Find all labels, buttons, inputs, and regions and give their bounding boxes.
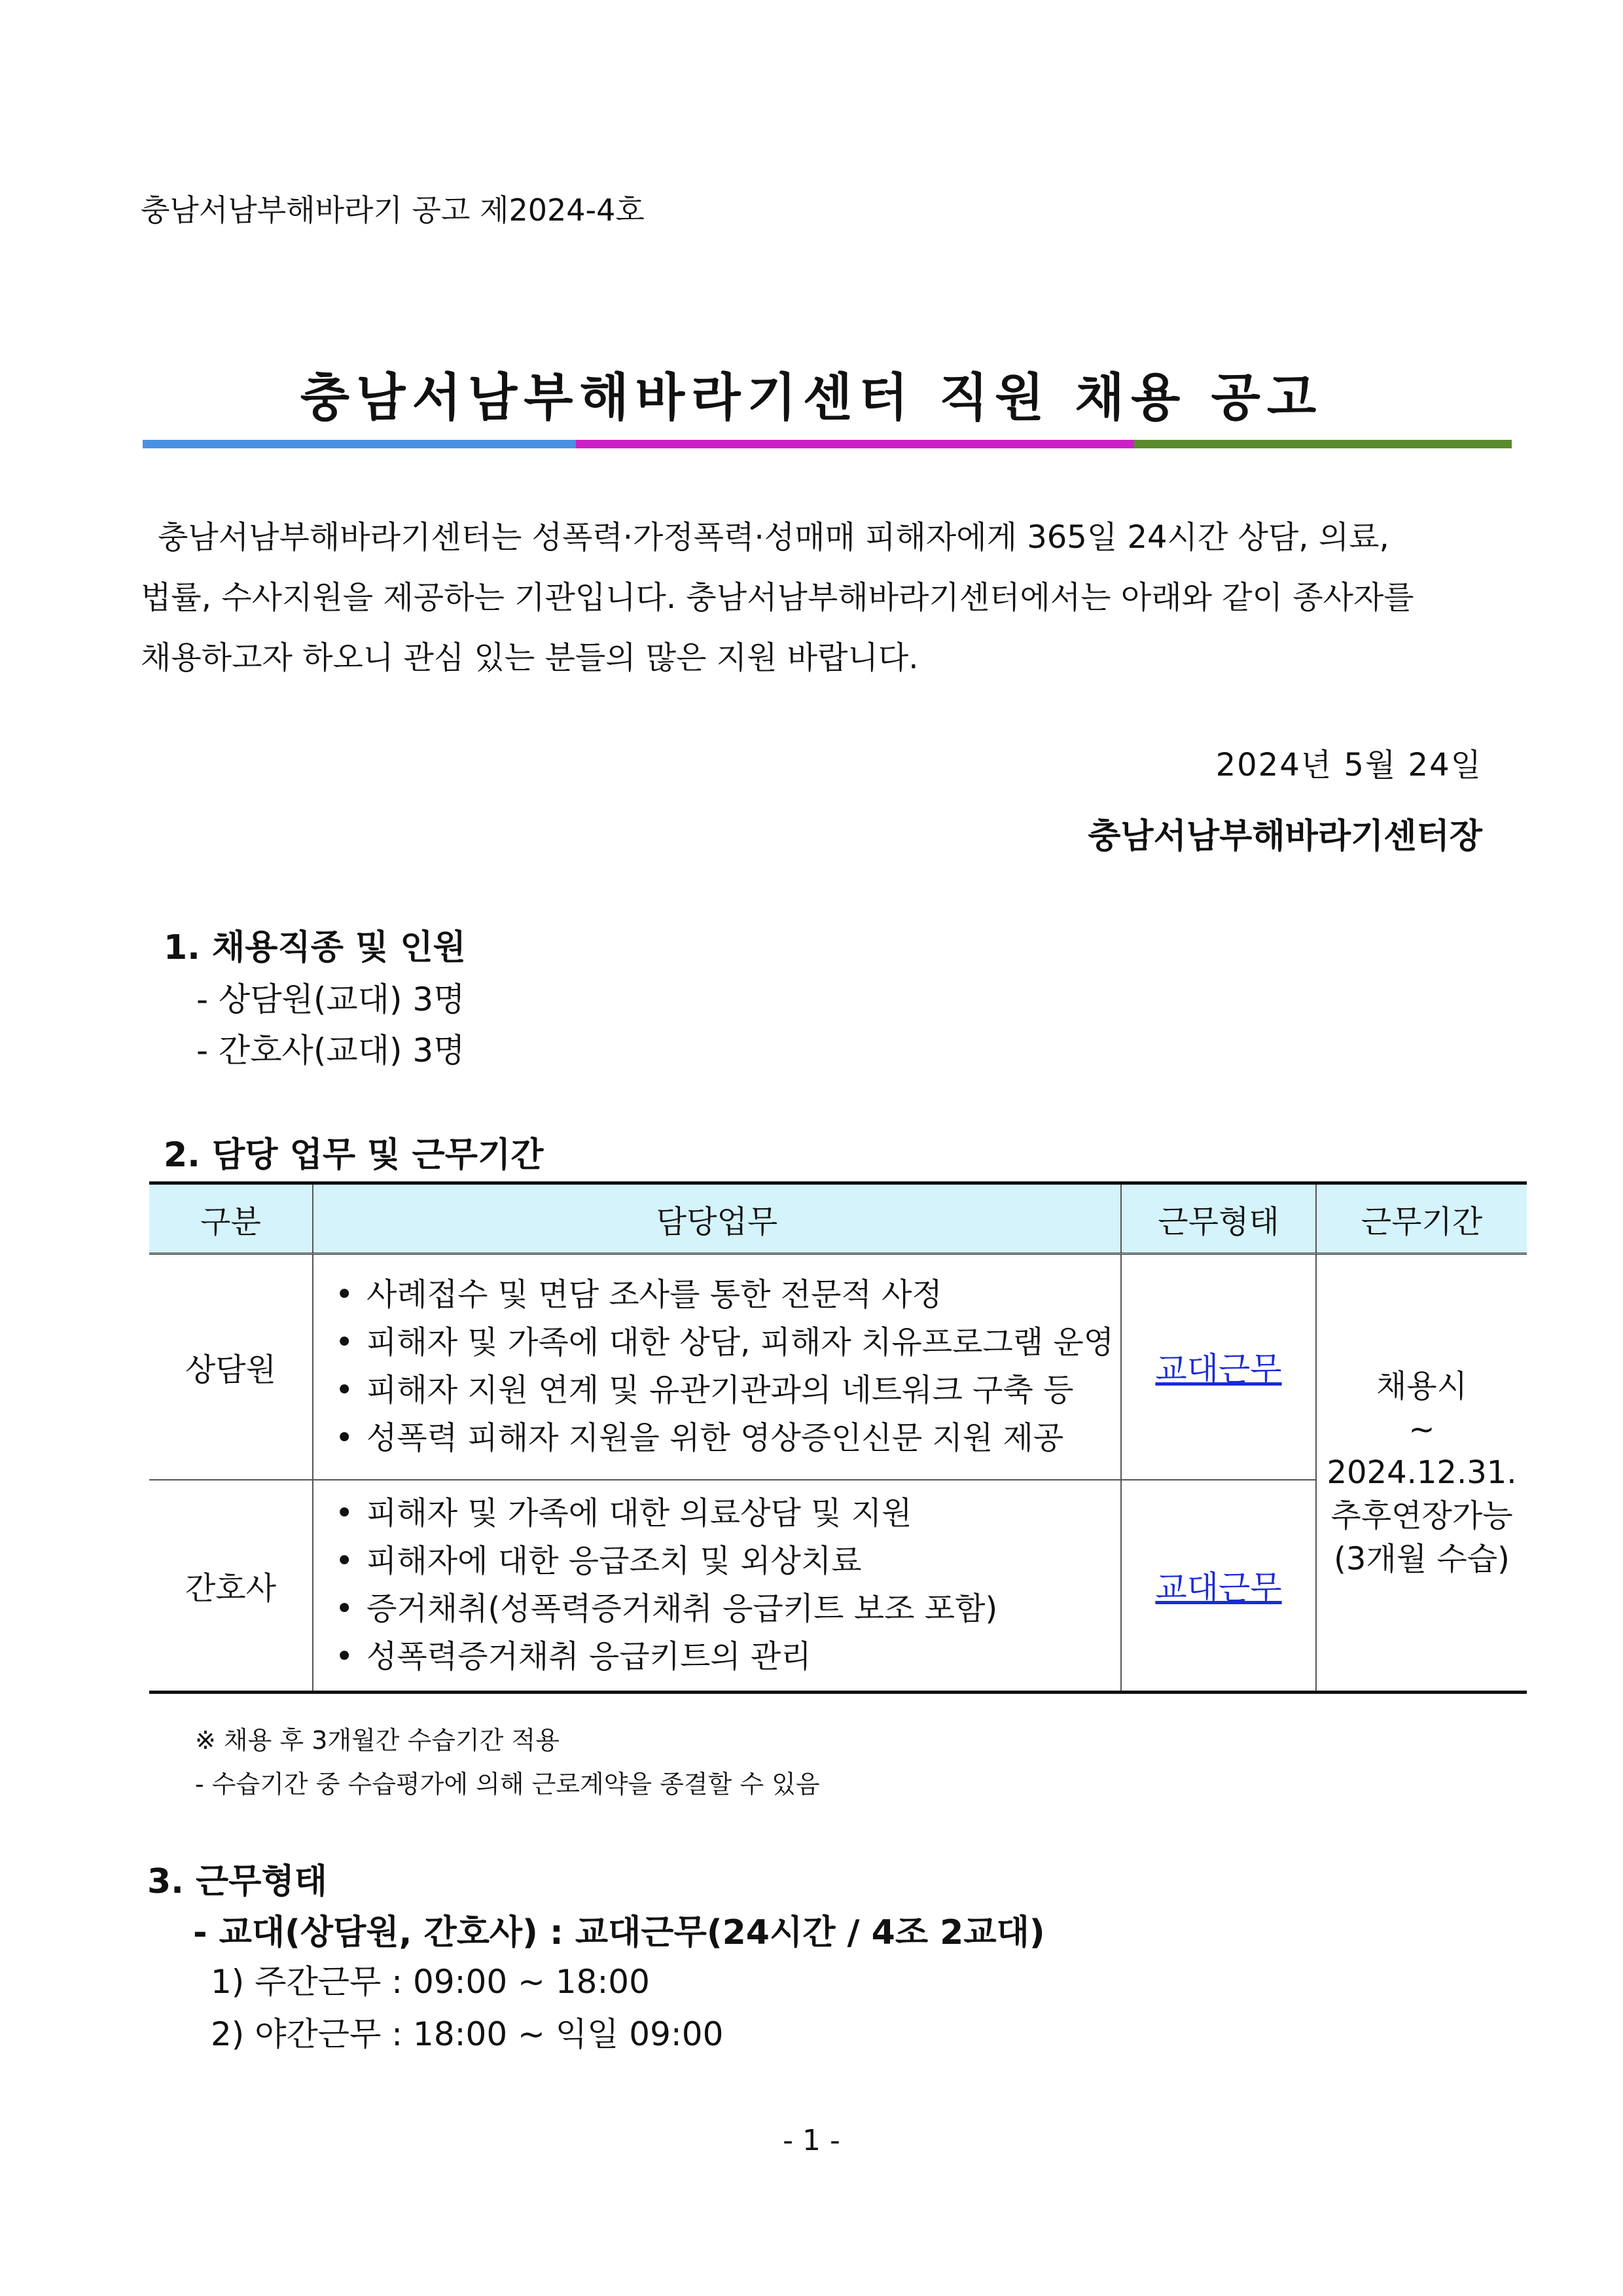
intro-line: 충남서남부해바라기센터는 성폭력·가정폭력·성매매 피해자에게 365일 24시간 상담, 의료,	[158, 519, 1389, 556]
table-header-row	[149, 1183, 1527, 1254]
page-title: 충남서남부해바라기센터 직원 채용 공고	[300, 368, 1323, 427]
row-duties	[313, 1254, 1121, 1480]
work-period	[1316, 1254, 1527, 1693]
intro-line: 채용하고자 하오니 관심 있는 분들의 많은 지원 바랍니다.	[141, 639, 919, 676]
header-duties: 담당업무	[313, 1183, 1121, 1254]
period-line: 추후연장가능	[1330, 1498, 1513, 1534]
duty-item: • 증거채취(성폭력증거채취 응급키트 보조 포함)	[366, 1585, 1120, 1633]
probation-note: - 수습기간 중 수습평가에 의해 근로계약을 종결할 수 있음	[195, 1770, 820, 1799]
duty-item: • 성폭력증거채취 응급키트의 관리	[366, 1633, 1120, 1681]
duty-table	[149, 1181, 1527, 1694]
header-work-type: 근무형태	[1121, 1183, 1316, 1254]
title-underline-blue	[143, 440, 576, 448]
title-underline-green	[1134, 440, 1512, 448]
header-period: 근무기간	[1316, 1183, 1527, 1254]
period-line: ~ 2024.12.31.	[1327, 1411, 1517, 1491]
announcement-date: 2024년 5월 24일	[1215, 747, 1482, 783]
section-3-subheading: - 교대(상담원, 간호사) : 교대근무(24시간 / 4조 2교대)	[193, 1913, 1045, 1952]
row-work-type	[1121, 1254, 1316, 1480]
probation-note: ※ 채용 후 3개월간 수습기간 적용	[195, 1726, 560, 1755]
duty-item: • 피해자에 대한 응급조치 및 외상치료	[366, 1537, 1120, 1585]
duty-item: • 성폭력 피해자 지원을 위한 영상증인신문 지원 제공	[366, 1414, 1120, 1462]
signature: 충남서남부해바라기센터장	[1088, 817, 1482, 856]
period-line: (3개월 수습)	[1334, 1541, 1510, 1577]
duty-item: • 피해자 지원 연계 및 유관기관과의 네트워크 구축 등	[366, 1367, 1120, 1414]
intro-paragraph	[141, 507, 1489, 688]
duty-item: • 피해자 및 가족에 대한 의료상담 및 지원	[366, 1490, 1120, 1537]
header-category: 구분	[149, 1183, 313, 1254]
section-2-heading: 2. 담당 업무 및 근무기간	[164, 1136, 544, 1175]
list-item: 1) 주간근무 : 09:00 ~ 18:00	[211, 1963, 650, 2001]
work-type-link[interactable]: 교대근무	[1155, 1569, 1282, 1607]
row-category: 상담원	[149, 1254, 313, 1480]
page-number: - 1 -	[783, 2124, 840, 2157]
duty-item: • 피해자 및 가족에 대한 상담, 피해자 치유프로그램 운영	[366, 1319, 1120, 1367]
table-row	[149, 1254, 1527, 1480]
duty-item: • 사례접수 및 면담 조사를 통한 전문적 사정	[366, 1271, 1120, 1319]
title-underline-magenta	[576, 440, 1134, 448]
row-category: 간호사	[149, 1480, 313, 1693]
notice-number: 충남서남부해바라기 공고 제2024-4호	[141, 192, 645, 228]
section-1-heading: 1. 채용직종 및 인원	[164, 928, 466, 967]
list-item: - 상담원(교대) 3명	[196, 980, 465, 1018]
list-item: 2) 야간근무 : 18:00 ~ 익일 09:00	[211, 2015, 724, 2053]
list-item: - 간호사(교대) 3명	[196, 1031, 465, 1069]
intro-line: 법률, 수사지원을 제공하는 기관입니다. 충남서남부해바라기센터에서는 아래와 같이 종사자를	[141, 579, 1414, 616]
period-line: 채용시	[1376, 1368, 1468, 1405]
section-3-heading: 3. 근무형태	[147, 1862, 327, 1901]
row-work-type	[1121, 1480, 1316, 1693]
work-type-link[interactable]: 교대근무	[1155, 1350, 1282, 1389]
row-duties	[313, 1480, 1121, 1693]
